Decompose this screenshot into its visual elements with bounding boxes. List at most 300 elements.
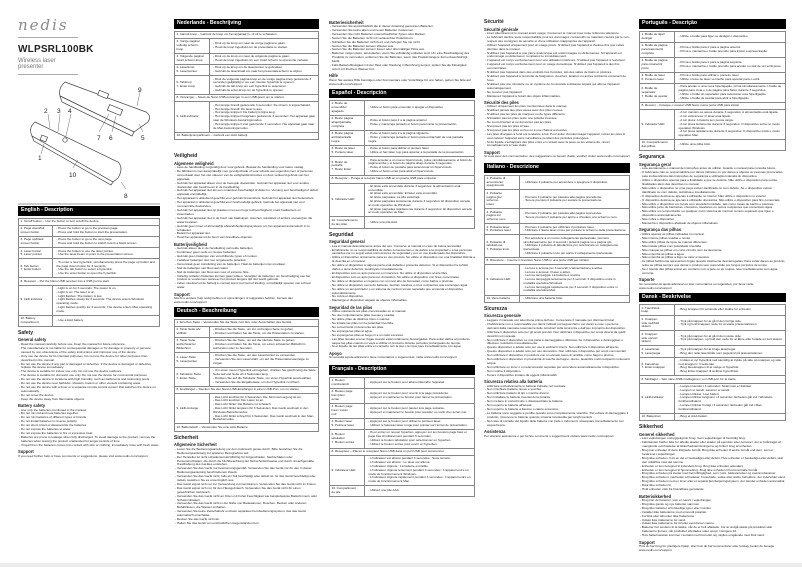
table-row (640, 331, 786, 346)
part-label: 6. Bouton (331, 432, 345, 437)
part-text: - Press the button to go to the next page. (54, 238, 157, 242)
part-text-cell (364, 101, 474, 116)
part-label-cell (175, 102, 210, 132)
safety-item: - No use conjuntamente pilas nuevas y usadas. (329, 314, 475, 318)
safety-item: - Não utilize pilhas de tipos ou marcas diferentes. (639, 241, 786, 245)
part-text: - Prima e mantenha o botão premido para iniciar a apresentação. (677, 50, 784, 54)
description-table (639, 31, 786, 152)
part-label-cell (175, 53, 210, 64)
table-row (640, 72, 786, 83)
safety-item: - Do not expose the batteries to fire or excessive heat. (18, 432, 160, 436)
part-text: - L'indicateur clignote rapidement pendant 3 secondes : L'appareil entre en mode de fonctionnement Mac. (366, 476, 472, 484)
part-text: - Utilizzare il pulsante di tabulazione per selezionare un collegamento ipertestuale. (521, 244, 627, 252)
section-title: Italiano - Descrizione (484, 163, 630, 173)
table-row (330, 377, 475, 388)
part-text: - L'indicateur est allumé : Le laser est allumé. (366, 461, 472, 465)
safety-item: - Der Hersteller ist nicht schadensersatzpflichtig für Folgeschäden, Sachschäden oder Personenschäden, die durch die Nichtbeachtung der Sicherheitshinweise und durch unsachgemäße Handhabung des Gerätes entstehen. (174, 456, 319, 468)
safety-item: - Do not mix batteries of different types or brands. (18, 416, 160, 420)
table-row (485, 258, 630, 265)
part-text: - Prima o botão para utilizar o ponteiro laser. (677, 74, 784, 78)
safety-subheading: Batterijveiligheid (174, 241, 207, 247)
part-text: - Utilice el botón enter para abrir el hipervínculo. (366, 170, 472, 174)
part-label-cell (640, 305, 675, 316)
french-safety (484, 18, 630, 159)
safety-item: - Não exponha as pilhas a fogo ou calor excessivo. (639, 256, 786, 260)
part-label: skærm (641, 324, 651, 329)
part-text: - Appuyez sur le bouton pour utiliser le pointeur laser. (366, 420, 472, 424)
callout-7: 7 (97, 135, 101, 142)
part-text: - Pour entrer un nouvel hyperlien, appuyez sur les boutons page haut et page bas simultanément pendant 3 secondes. (366, 431, 472, 439)
safety-item: - Lea el manual detenidamente antes del uso. Conserve el manual en caso de futura necesidad. (329, 245, 475, 249)
part-text-cell (209, 394, 318, 424)
table-row (330, 429, 475, 448)
safety-subheading: Batteriesicherheit (329, 19, 364, 25)
support-text: Si vous avez des commentaires, des suggestions ou besoin d'aide, veuillez visiter www.nedis.com/support (484, 154, 630, 159)
table-row (330, 403, 475, 418)
part-label: bas /plein (331, 392, 345, 397)
part-text-cell (675, 31, 786, 42)
part-text-cell (364, 217, 474, 228)
table-cell: 8. Récepteur – Placez le récepteur Nano USB dans un port USB pour commencer. (330, 448, 475, 455)
part-label: 5. Pointeur laser (331, 422, 355, 427)
part-text: - Utilizzare il pulsante per accendere o spegnere il dispositivo. (521, 181, 627, 185)
safety-item: - Das Gerät eignet sich nur für den Hausgebrauch. Verwenden Sie das Gerät nicht für einen gewerblichen Gebrauch. (174, 487, 319, 495)
support-heading: Support (174, 291, 190, 297)
part-label: 9. Indicatore LED (486, 277, 511, 282)
table-row (175, 31, 319, 38)
english-safety (18, 329, 160, 459)
table-row (175, 76, 319, 95)
part-label-cell (330, 388, 365, 403)
part-label: 9. LED-indikator (641, 395, 664, 400)
safety-item: - Het apparaat is uitsluitend geschikt voor huishoudelijk gebruik. Gebruik het apparaat niet voor commerciële doeleinden. (174, 201, 319, 209)
part-text: - Premere il pulsante per passare alla pagina precedente. (521, 196, 627, 200)
part-text-cell (364, 131, 474, 146)
german-safety-general (174, 434, 319, 526)
safety-item: - The manufacturer is not liable for consequential damages or for damage to property or persons caused by non-observance of the safety instructions and improper use of the device. (18, 347, 160, 355)
part-label: 7. Enter button (20, 267, 41, 272)
table-row (640, 346, 786, 357)
safety-item: - Questo dispositivo è adatto solo per uso in ambienti interni. Non utilizzare il dispositivo all'aperto. (484, 346, 630, 350)
part-label-cell (175, 368, 210, 387)
part-label-cell (640, 110, 675, 140)
part-label: para cima/ecrã (641, 61, 662, 66)
part-label: 9. Indicador LED (641, 121, 665, 126)
part-label: 1. Botón de (331, 101, 348, 106)
support-text: Per ulteriore assistenza o per fornire commenti o suggerimenti visitare www.nedis.com/support (484, 433, 614, 438)
safety-item: - N'exposez pas les piles au feu ou à une chaleur excessive. (484, 129, 630, 133)
part-label: 9. Indicateur LED (331, 467, 356, 472)
part-label: 6. Faneknap (641, 361, 659, 366)
part-text-cell (519, 295, 629, 302)
support-heading: Hilfe (329, 73, 338, 79)
part-text: Verwenden Sie eine AAA-Batterie. (201, 424, 249, 429)
table-cell: 10. Batterijcompartiment – Gebruik een AAA batterij. (175, 132, 319, 139)
part-text: - Appuyez sur le bouton pour revenir à la page précédente. (366, 392, 472, 396)
description-table (329, 100, 475, 228)
support-heading: Assistenza (484, 429, 506, 435)
part-label: 5. Puntatore laser (486, 228, 511, 233)
safety-item: - Bedek het apparaat niet. (174, 232, 319, 236)
part-label: 4. Bouton laser (331, 418, 353, 423)
safety-item: - Batterier har tendens til at lække, når de er helt afladede. For at undgå skade på produktet skal batterierne fjernes, når produktet efterlades uden opsyn i længere tid. (639, 526, 786, 534)
part-label: 7. Enter-knop (176, 84, 196, 89)
part-label-cell (330, 217, 365, 228)
table-row (175, 424, 319, 431)
safety-title: Sicurezza (484, 305, 508, 312)
table-row (175, 53, 319, 64)
table-row (175, 394, 319, 424)
safety-subheading: Sécurité générale (484, 26, 519, 32)
part-label-cell (175, 65, 210, 76)
part-label: schermo (486, 198, 499, 203)
part-label: 4. Botão de laser (641, 72, 665, 77)
safety-item: - Stel de batterijen niet bloot aan vuur of extreme hitte. (174, 271, 319, 275)
part-text-cell (675, 72, 786, 83)
part-text: - Brug et AAA-batteri. (677, 415, 784, 419)
part-text: - Lampen blinker hurtigt i 3 sekunder: Enheden går ind i Mac-funktionstilstand. (677, 404, 784, 412)
part-text: - Utilisez le bouton entrée pour ouvrir un hyperlien. (366, 443, 472, 447)
part-text: - Light is on for 3 seconds: The power is on. (54, 287, 157, 291)
table-cell: 8. Recetor – Coloque o recetor USB Nano numa porta USB para iniciar. (640, 102, 786, 109)
dutch-description (174, 19, 319, 140)
part-text-cell (519, 265, 629, 295)
part-label-cell (485, 175, 520, 190)
part-label: 7. Botão de aceitar (641, 93, 668, 98)
part-label: volledig scherm- (176, 42, 200, 47)
part-text: - Press the button to use the laser pointer. (54, 250, 157, 254)
part-label: 4. Pulsante laser (486, 224, 510, 229)
table-row (485, 235, 630, 258)
table-row (485, 295, 630, 302)
support-heading: Suporte (639, 277, 655, 283)
part-label: skærm (641, 339, 651, 344)
part-label: screen button (20, 229, 40, 234)
safety-item: - Não utilize o dispositivo se uma peça estiver danificada ou com defeito. Se o dispositivo estiver danificado ou com defeito, substitua-o imediatamente. (639, 187, 786, 195)
safety-subheading: Battery safety (18, 403, 46, 409)
table-row (640, 57, 786, 72)
part-text: - Press and hold the button to switch to/exit a black screen. (54, 242, 157, 246)
part-text: - Utilisez le faisceau laser rouge pour pointer sur l'écran de présentation. (366, 424, 472, 428)
part-label: Bildschirm (176, 345, 191, 350)
part-label: 3. Bouton page (331, 403, 353, 408)
safety-item: - Mantenga el dispositivo alejado de objetos inflamables. (329, 299, 475, 303)
part-text: Ponga el receptor Nano USB en un puerto USB para empezar. (350, 176, 437, 181)
section-title: Português - Descrição (639, 19, 786, 29)
part-label: pestaña (331, 163, 343, 168)
part-label: 1. Botão de ligar/ (641, 31, 665, 36)
italian-description (484, 163, 630, 303)
table-row (330, 388, 475, 403)
part-text: - Utilice el botón para encender o apagar el dispositivo. (366, 106, 472, 110)
part-label: 1. Ein-/Aus-Taste (176, 319, 201, 324)
part-text: - Druk op de knop om de laserpointer te gebruiken. (211, 66, 316, 70)
part-label: 5. Laserpointer (176, 69, 198, 74)
description-table (174, 319, 319, 432)
table-row (19, 259, 160, 278)
safety-item: - Utilizzare il dispositivo solo per gli scopi previsti. Non utilizzare il dispositivo per scopi diversi da quelli descritti nel manuale. (484, 331, 630, 339)
table-row (640, 31, 786, 42)
callout-2: 2 (44, 108, 48, 115)
part-label-cell (330, 183, 365, 217)
safety-item: - Verwenden Sie das Gerät nur bestimmungsgemäß. Verwenden Sie das Gerät nur für den in dieser Bedienungsanleitung beschriebenen Zweck. (174, 467, 319, 475)
part-label: 3. Botón página (331, 131, 354, 136)
part-text-cell (209, 368, 318, 387)
safety-title: Veiligheid (174, 153, 198, 159)
table-row (485, 224, 630, 235)
part-label: 10. Batteriefach (176, 424, 199, 429)
safety-item: - Non utilizzare il dispositivo in prossimità di vasche da bagno, docce, lavandini o altri recipienti contenenti acqua. (484, 358, 630, 366)
part-text: - Use the laser beam to point to the presentation screen. (54, 253, 157, 257)
part-label: 2. Botão de página (641, 42, 668, 47)
part-label-cell (175, 338, 210, 353)
part-label: knap (641, 309, 649, 314)
safety-item: - O fabricante não se responsabiliza por danos indiretos ou por danos a objetos ou pessoas provocados pela inobservância das instruções de segurança e utilização indevida do dispositivo. (639, 171, 786, 179)
part-label: 10. Batterijcompartiment (176, 132, 211, 137)
part-label: marche/arrêt (331, 381, 350, 386)
safety-item: - Non coprire il dispositivo. (484, 370, 630, 374)
table-row (175, 95, 319, 102)
safety-item: - Do not use the device if any part is damaged or defective. If the device is damaged or defective, replace the device immediately. (18, 363, 160, 371)
part-label: 3. Taste Seite (176, 338, 196, 343)
part-label-cell (640, 346, 675, 357)
part-label: de las pilas (331, 221, 347, 226)
safety-item: - Leia atentamente o manual de instruções antes de utilizar. Guarde o manual para consulta futura. (639, 167, 786, 171)
table-row (19, 248, 160, 259)
support-heading: Apoyo (329, 350, 342, 356)
part-label-cell (330, 456, 365, 486)
part-label: 4. Botón de láser (331, 146, 355, 151)
part-text: - El piloto parpadea: La pila está baja. (366, 196, 472, 200)
table-row (175, 38, 319, 53)
part-label: encendido/ (331, 105, 347, 110)
nedis-logo: nedis (18, 16, 78, 38)
safety-item: - Udsæt ikke batterierne for vand. (639, 519, 786, 523)
part-label: tabulation (331, 435, 345, 440)
safety-item: - Batteries are prone to leakage when fully discharged. To avoid damage to the product, remove the batteries when leaving the product unattended for longer periods of time. (18, 436, 160, 444)
part-label: 9. LED indicator (20, 297, 43, 302)
part-text-cell (209, 338, 318, 353)
table-cell: 1. Ein-/Aus-Taste – Verwenden Sie die Taste zum Ein- oder Ausschalten des Geräts. (175, 319, 319, 326)
table-row (175, 102, 319, 132)
part-text: - Appuyez sur le bouton pour passer à la page suivante. (366, 407, 472, 411)
part-label: 1. On/off button (20, 218, 42, 223)
part-text-cell (675, 140, 786, 151)
support-text: Wenn Sie weitere Hilfe benötigen oder Kommentare oder Vorschläge für uns haben, gehen Sie bitte auf www.nedis.com/support (329, 77, 471, 86)
brand-header (18, 16, 160, 75)
safety-item: - N'utilisez jamais des piles usées avec des piles neuves. (484, 109, 630, 113)
part-label-cell (330, 116, 365, 131)
part-text: Use the button to turn on/off the device. (45, 218, 100, 223)
part-text-cell (675, 110, 786, 140)
table-cell: 8. Empfänger – Stecken Sie den Nano-USB-Empfänger in einen USB-Port, um zu starten. (175, 386, 319, 393)
part-label-cell (640, 357, 675, 376)
table-row (19, 218, 160, 225)
part-text: - Pulse el botón para ir a la página anterior. (366, 119, 472, 123)
table-cell: 10. Batteriefach – Verwenden Sie eine AAA-Batterie. (175, 424, 319, 431)
safety-item: - No utilice pilas de distintos tipos o marcas. (329, 318, 475, 322)
table-row (330, 183, 475, 217)
safety-item: - N'exposez pas les piles à l'eau. (484, 125, 630, 129)
safety-item: - Ne court-circuitez et ne démontez pas les piles. (484, 121, 630, 125)
part-text: - Utilice el haz láser rojo para apuntar a la pantalla de la presentación. (366, 151, 472, 155)
part-text-cell (209, 38, 318, 53)
part-text: - Pulse el botón para utilizar el puntero láser. (366, 147, 472, 151)
safety-item: - Verwenden Sie ausschließlich die in dieser Anleitung genannten Batterien. (329, 25, 475, 29)
part-label: zwart scherm-knop (176, 57, 203, 62)
part-text: - Pulse el botón de pestaña para seleccionar un hipervínculo. (366, 166, 472, 170)
safety-item: - Las pilas tienden a tener fugas cuando están totalmente descargadas. Para evitar daños al producto, saque las pilas cuando no vaya a utilizar el producto durante periodos prolongados de tiempo. (329, 338, 475, 346)
table-row (175, 319, 319, 326)
part-label-cell (330, 486, 365, 497)
safety-item: - Installeer batterijen niet met omgekeerde polariteit. (174, 259, 319, 263)
part-label: 7. Bouton entrée (331, 439, 355, 444)
part-text: - Pulse y mantenga pulsado el botón para entrar/salir de una pantalla negra. (366, 136, 472, 144)
callout-6: 6 (109, 135, 113, 142)
part-text: - Utilizzare il fascio laser rosso per puntare lo schermo della presentazione. (521, 229, 627, 233)
part-text-cell (209, 65, 318, 76)
part-text: Gebruik een AAA batterij. (213, 132, 249, 137)
part-text-cell (52, 225, 159, 236)
safety-item: - If liquid from the batteries comes into contact with skin or clothing, immediately rinse with fresh water. (18, 444, 160, 448)
safety-item: - No exponga las pilas al agua. (329, 330, 475, 334)
safety-item: - Verwenden Sie keine alten und neuen Batterien zusammen. (329, 29, 475, 33)
part-text: - Para acceder a un nuevo hipervínculo, pulse simultáneamente el botón de página arriba y el botón de página abajo durante 3 segundos. (366, 159, 472, 167)
part-label: 5. Laserpointer (176, 359, 198, 364)
english-description (18, 206, 160, 327)
safety-subheading: Seguridad de las pilas (329, 304, 373, 310)
safety-item: - Le fabricant décline toute responsabilité pour les dommages consécutifs ou matériels causés par le non-respect des consignes de sécurité et d'une utilisation inappropriée de l'appareil. (484, 36, 630, 44)
part-text: - Tryk på knappen for at bruge laserpeger. (677, 348, 784, 352)
part-text: - Utilize uma pilha AAA. (677, 143, 784, 147)
table-row (640, 357, 786, 376)
part-text: - Gebruik de laserstraal om naar het presentatiescherm te wijzen. (211, 70, 316, 74)
callout-10: 10 (69, 172, 77, 179)
part-label: 8. Receptor (331, 176, 348, 181)
description-table (174, 31, 319, 140)
part-label-cell (175, 326, 210, 337)
spanish-description (329, 89, 475, 229)
safety-item: - Brug ikke enheden med en timer eller et separat fjernbetjeningssystem, der tænder enheden automatisk. (639, 480, 786, 484)
part-text: - Verwenden Sie die Eingabetaste, um den Hyperlink zu öffnen. (211, 381, 316, 385)
part-text: - Prima e mantenha o botão premido para aceder ou sair de um ecrã preto. (677, 65, 784, 69)
safety-item: - Brug ikke gamle og nye batterier sammen. (639, 503, 786, 507)
part-label-cell (330, 101, 365, 116)
safety-item: - Combineer geen oude en nieuwe batterijen. (174, 251, 319, 255)
section-title: Español - Descripción (329, 89, 475, 99)
table-cell: 1. Aan/uit knop – Gebruik de knop om het apparaat in- of uit te schakelen. (175, 31, 319, 38)
description-table (484, 175, 630, 303)
safety-subheading: Batterisikkerhed (639, 493, 672, 499)
safety-item: - No utilice el dispositivo cerca de bañeras, duchas, lavabos u otros recipientes que contengan agua. (329, 284, 475, 288)
part-text: - Drücken Sie die Taste, um den Laserpointer zu verwenden. (211, 354, 316, 358)
safety-item: - Kortslut eller afmonter ikke batterierne. (639, 515, 786, 519)
part-text: Placez le récepteur Nano USB dans un port USB pour commencer. (352, 448, 445, 453)
part-text: Inserire il ricevitore Nano USB in una porta USB per iniziare. (507, 258, 590, 263)
part-label: knop (176, 46, 184, 51)
part-text-cell (52, 248, 159, 259)
part-text: - Het lampje knippert: De batterij is bijna leeg. (211, 111, 316, 115)
safety-title: Segurança (639, 154, 665, 161)
part-label: 2. Taste Seite ab/ (176, 327, 201, 332)
part-label: 10. Vano batteria (486, 295, 510, 300)
part-text: - Appuyez sur le bouton pour allumer/éteindre l'appareil. (366, 381, 472, 385)
part-text-cell (209, 102, 318, 132)
part-label: pagina giù/ (486, 194, 502, 199)
part-label: auf/schwarzer (176, 342, 196, 347)
table-row (485, 175, 630, 190)
part-label: 3. Page up/black (20, 237, 44, 242)
part-label: 4. Laser button (20, 248, 42, 253)
part-label: 10. Batterirum (641, 414, 661, 419)
part-text: Put the Nano USB receiver into a USB port to start. (39, 278, 110, 283)
part-text: - L'indicateur clignote lentement pendant 3 secondes : L'appareil entre en mode de fonctionnement Windows. (366, 469, 472, 477)
part-text: - El piloto parpadea rápidamente durante 3 segundos: El dispositivo accede al modo operativo de Mac. (366, 208, 472, 216)
danish-safety (639, 423, 786, 553)
part-label: tabulazione (486, 243, 503, 248)
part-label: intero (486, 202, 495, 207)
part-text: - Tenere premuto il pulsante per aprire o chiudere uno schermo nero. (521, 216, 627, 220)
table-row (640, 140, 786, 151)
part-text: - Tryk på knappen, og hold den nede for at åbne eller forlade en sort skærm. (677, 338, 784, 342)
safety-title: Safety (18, 329, 34, 336)
safety-item: - Indien vloeistof uit de batterij in contact komt met huid of kleding, onmiddellijk spoelen met schoon water. (174, 282, 319, 290)
callout-5: 5 (141, 135, 145, 142)
safety-subheading: Sécurité des piles (484, 99, 519, 105)
part-text: - Das Licht blinkt schnell für 3 Sekunden: Das Gerät wechselt in den Mac-Betriebsmodus. (211, 415, 316, 423)
table-row (330, 486, 475, 497)
part-label: 2. Knappen (641, 316, 658, 321)
part-label: 10. Compartimento (331, 217, 358, 222)
part-text: - Tryk på knappen for at gå til den forrige side. (677, 320, 784, 324)
part-label-cell (19, 259, 53, 278)
part-text-cell (52, 259, 159, 278)
part-text: - L'indicateur clignote : La batterie est faible. (366, 465, 472, 469)
part-label-cell (330, 377, 365, 388)
part-text: - Het lampje knippert langzaam gedurende 3 seconden: Het apparaat gaat naar de Windows-besturingsmodus. (211, 115, 316, 123)
part-text: - Utilizzare il pulsante invio per aprire il collegamento ipertestuale. (521, 252, 627, 256)
part-text: - Utilize o feixe de laser vermelho para apontar para o ecrã. (677, 78, 784, 82)
part-label: apagado (331, 109, 344, 114)
spanish-safety (329, 231, 475, 361)
part-label: 8. Receiver (20, 278, 37, 283)
safety-item: - Nel caso di contatto del liquido delle batterie con pelle o indumenti, sciacquare immediatamente con acqua fresca. (484, 420, 630, 428)
part-text: Steek de Nano USB-ontvanger in een USB-poort om te starten. (197, 95, 285, 100)
part-text-cell (364, 429, 474, 448)
safety-item: - Keep the device away from flammable objects. (18, 398, 160, 402)
part-text: - Prima o botão para ir para a página anterior. (677, 46, 784, 50)
part-text-cell (675, 346, 786, 357)
table-row (175, 65, 319, 76)
part-label-cell (330, 131, 365, 146)
table-row (330, 176, 475, 183)
part-label-cell (19, 248, 53, 259)
part-text-cell (675, 316, 786, 331)
safety-item: - L'appareil est conçu exclusivement pour une utilisation intérieure. N'utilisez pas l'appareil à l'extérieur. (484, 59, 630, 63)
table-row (330, 418, 475, 429)
safety-item: - N'utilisez pas l'appareil à proximité de baignoires, douches, lavabos ou autres récipients contenant de l'eau. (484, 75, 630, 83)
safety-item: - Questo dispositivo è adatto solo per uso domestico. Non utilizzare il dispositivo per scopi commerciali. (484, 350, 630, 354)
safety-item: - Do not short circuit or disassemble the batteries. (18, 424, 160, 428)
safety-item: - Veroorzaak geen kortsluiting van de batterijen. Haal de batterijen niet uit elkaar. (174, 263, 319, 267)
part-label: 3. Pulsante (486, 209, 502, 214)
safety-item: - Verwenden Sie keine Zeitschaltuhr und kein separates Fernbedienungssystem, das das Gerät automatisch einschaltet. (174, 510, 319, 518)
part-text: - Para aceder a uma nova hiperligação, prima simultaneamente o botão de página para cima e o de página para baixo durante 3 segundos. (677, 85, 784, 93)
part-label: 10. Compartimento (641, 140, 668, 145)
safety-item: - No cortocircuite ni desmonte las pilas. (329, 326, 475, 330)
safety-subheading: Sicurezza relativa alla batteria (484, 379, 543, 385)
table-row (175, 338, 319, 353)
